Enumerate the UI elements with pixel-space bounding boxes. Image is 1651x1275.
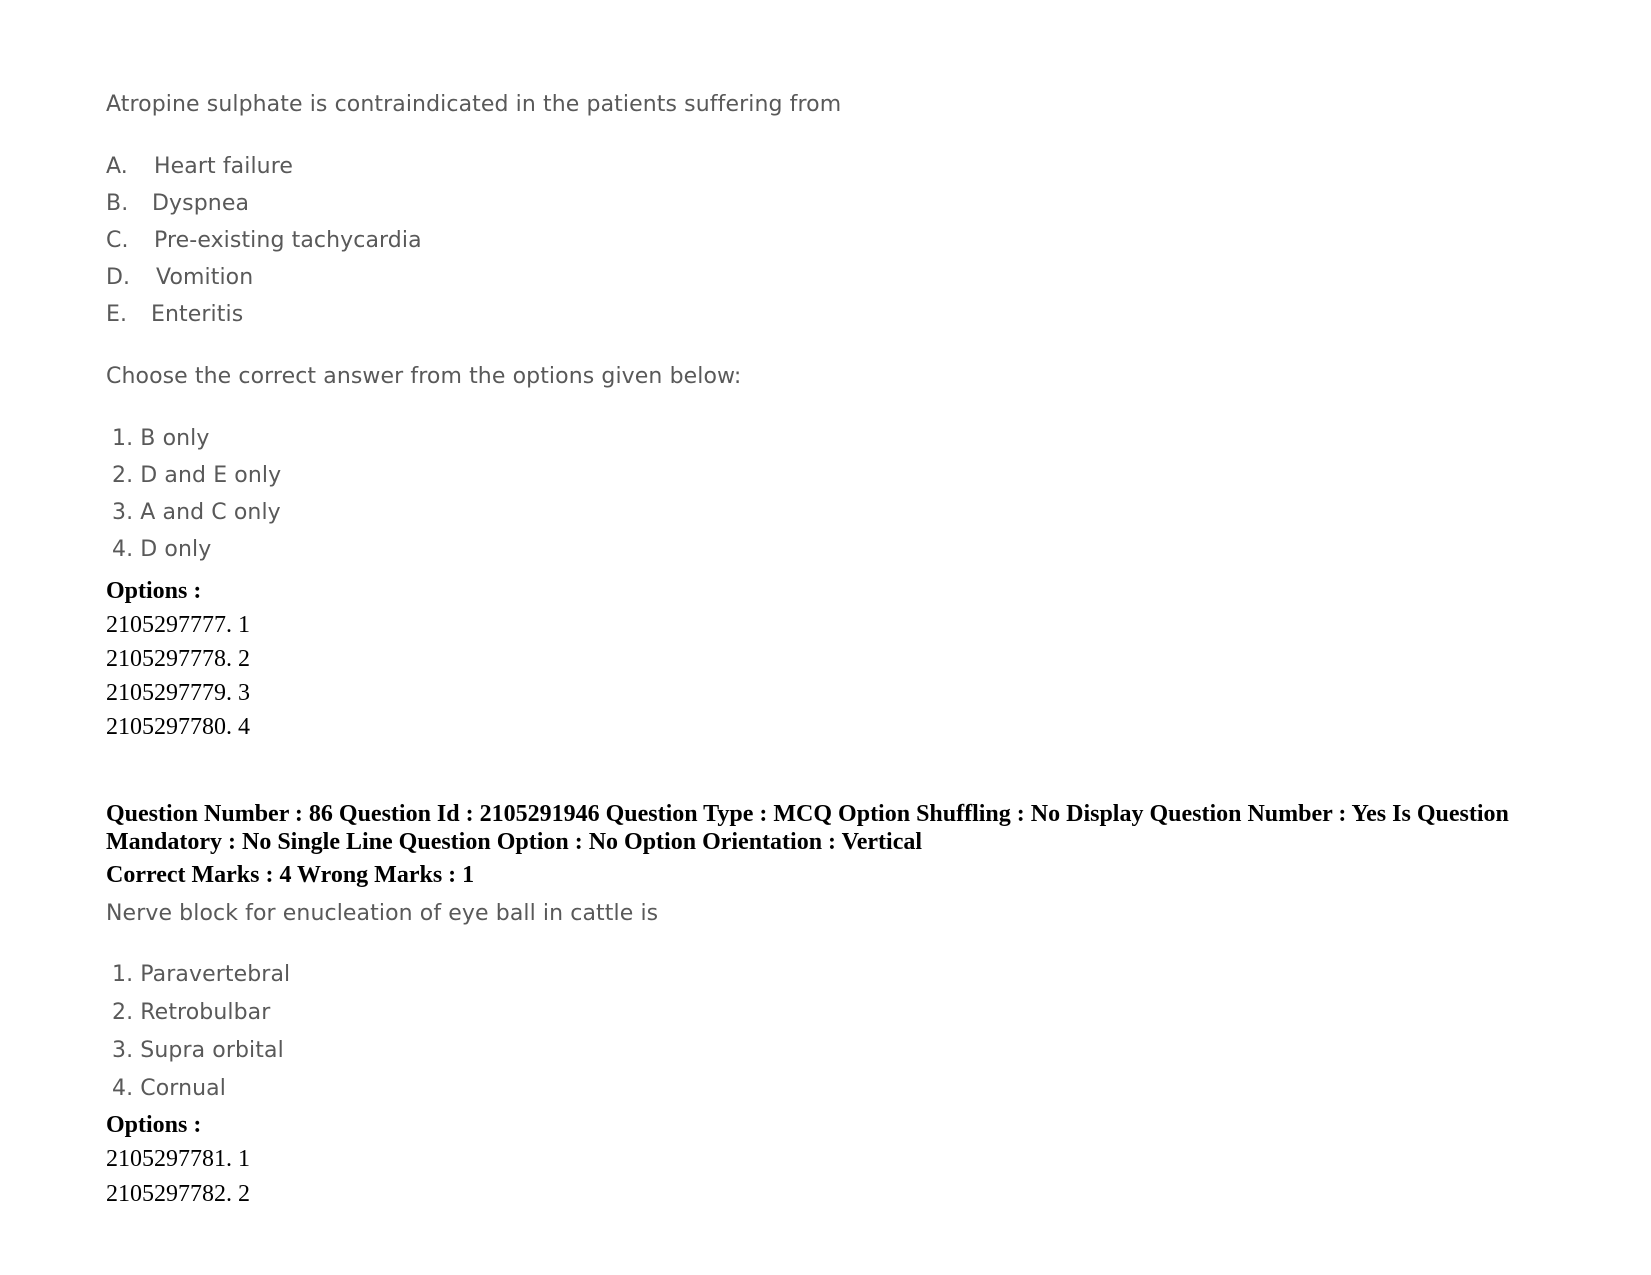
q85-option-id-2: 2105297778. 2 [106, 646, 250, 672]
q85-item-a-text: Heart failure [154, 154, 294, 179]
q85-choice-3: 3. A and C only [112, 500, 281, 525]
q85-item-d-label: D. [106, 265, 131, 290]
q85-item-e-text: Enteritis [151, 302, 244, 327]
q85-item-e [106, 302, 243, 327]
q85-item-b [106, 191, 249, 216]
q86-option-id-2: 2105297782. 2 [106, 1181, 250, 1207]
q86-choice-1: 1. Paravertebral [112, 962, 291, 987]
q86-options-heading: Options : [106, 1112, 202, 1138]
q86-meta: Question Number : 86 Question Id : 2105291946 Question Type : MCQ Option Shuffling : No Display Question Number : Yes Is Question Mandatory : No Single Line Question Option : No Option Orientation : Vertical [106, 801, 1509, 855]
q86-choice-3: 3. Supra orbital [112, 1038, 284, 1063]
q85-item-d-text: Vomition [156, 265, 254, 290]
q85-item-e-label: E. [106, 302, 128, 327]
q85-instruction: Choose the correct answer from the options given below: [106, 364, 742, 389]
q86-choice-2: 2. Retrobulbar [112, 1000, 271, 1025]
q86-question-text: Nerve block for enucleation of eye ball in cattle is [106, 901, 659, 926]
q85-item-a-label: A. [106, 154, 128, 179]
q85-option-id-1: 2105297777. 1 [106, 612, 250, 638]
q85-question-text: Atropine sulphate is contraindicated in the patients suffering from [106, 92, 842, 117]
q85-options-heading: Options : [106, 578, 202, 604]
q85-item-a [106, 154, 293, 179]
q85-option-id-4: 2105297780. 4 [106, 714, 250, 740]
q86-marks: Correct Marks : 4 Wrong Marks : 1 [106, 862, 475, 888]
q85-item-b-text: Dyspnea [152, 191, 250, 216]
q86-choice-4: 4. Cornual [112, 1076, 226, 1101]
q85-option-id-3: 2105297779. 3 [106, 680, 250, 706]
q85-item-c-label: C. [106, 228, 129, 253]
q85-item-b-label: B. [106, 191, 129, 216]
q85-item-c [106, 228, 422, 253]
q85-choice-1: 1. B only [112, 426, 210, 451]
q85-choice-2: 2. D and E only [112, 463, 282, 488]
q86-option-id-1: 2105297781. 1 [106, 1146, 250, 1172]
q85-item-d [106, 265, 253, 290]
q85-choice-4: 4. D only [112, 537, 212, 562]
q85-item-c-text: Pre-existing tachycardia [154, 228, 422, 253]
